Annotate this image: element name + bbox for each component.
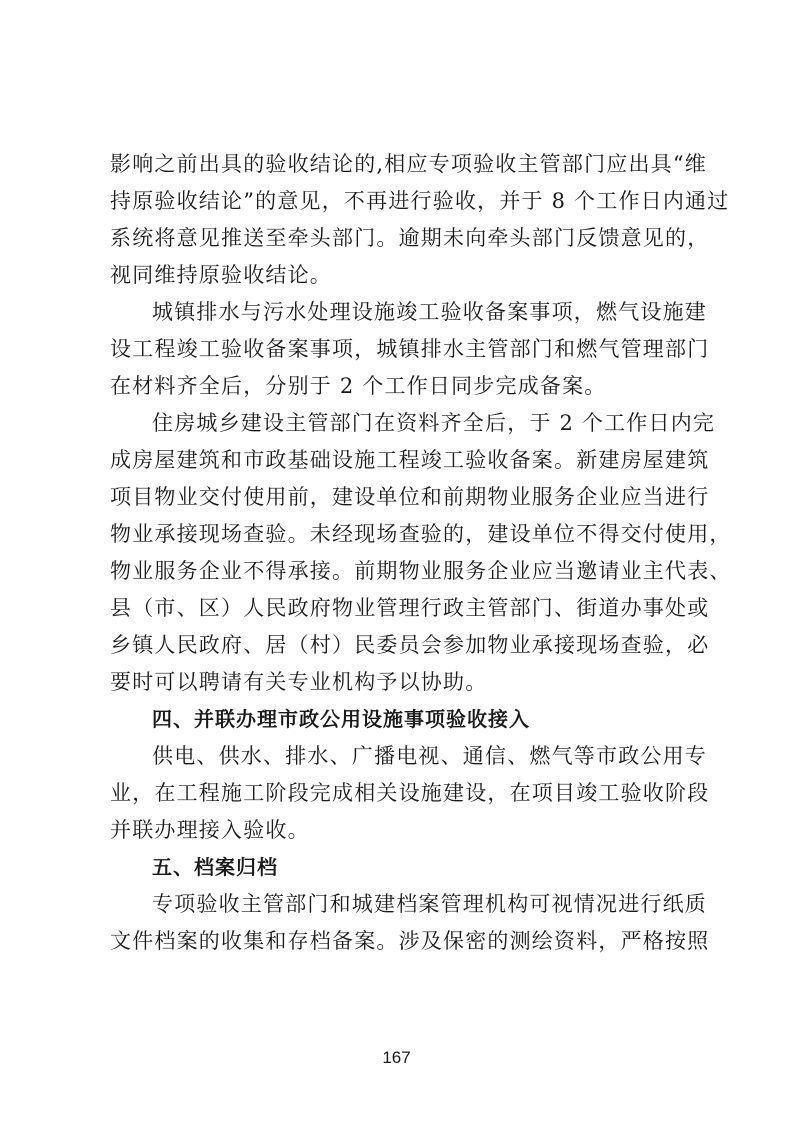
paragraph-utilities-acceptance <box>110 738 710 849</box>
page-number: 167 <box>382 1048 411 1067</box>
body-text <box>110 146 732 960</box>
paragraph-archiving <box>110 886 710 960</box>
paragraph-validation-conclusion <box>110 146 730 294</box>
text-line: 持原验收结论”的意见，不再进行验收，并于 8 个工作日内通过 <box>110 189 730 213</box>
text-line: 文件档案的收集和存档备案。涉及保密的测绘资料，严格按照 <box>110 929 710 953</box>
paragraph-drainage-gas-filing <box>110 294 710 405</box>
paragraph-housing-filing <box>110 405 732 701</box>
text-line: 项目物业交付使用前，建设单位和前期物业服务企业应当进行 <box>110 485 710 509</box>
text-line: 住房城乡建设主管部门在资料齐全后，于 2 个工作日内完 <box>152 411 716 435</box>
text-line: 并联办理接入验收。 <box>110 818 310 842</box>
text-line: 县（市、区）人民政府物业管理行政主管部门、街道办事处或 <box>110 596 710 620</box>
text-line: 设工程竣工验收备案事项，城镇排水主管部门和燃气管理部门 <box>110 337 710 361</box>
text-line: 视同维持原验收结论。 <box>110 263 332 287</box>
section-heading-utilities: 四、并联办理市政公用设施事项验收接入 <box>152 707 530 731</box>
text-line: 影响之前出具的验收结论的,相应专项验收主管部门应出具“维 <box>110 152 708 176</box>
text-line: 要时可以聘请有关专业机构予以协助。 <box>110 670 488 694</box>
text-line: 专项验收主管部门和城建档案管理机构可视情况进行纸质 <box>152 892 707 916</box>
text-line: 乡镇人民政府、居（村）民委员会参加物业承接现场查验，必 <box>110 633 710 657</box>
text-line: 供电、供水、排水、广播电视、通信、燃气等市政公用专 <box>152 744 707 768</box>
text-line: 物业服务企业不得承接。前期物业服务企业应当邀请业主代表、 <box>110 559 732 583</box>
section-heading-archiving: 五、档案归档 <box>152 855 278 879</box>
text-line: 城镇排水与污水处理设施竣工验收备案事项，燃气设施建 <box>152 300 707 324</box>
text-line: 在材料齐全后，分别于 2 个工作日同步完成备案。 <box>110 374 607 398</box>
text-line: 业，在工程施工阶段完成相关设施建设，在项目竣工验收阶段 <box>110 781 710 805</box>
text-line: 物业承接现场查验。未经现场查验的，建设单位不得交付使用， <box>110 522 732 546</box>
text-line: 成房屋建筑和市政基础设施工程竣工验收备案。新建房屋建筑 <box>110 448 710 472</box>
text-line: 系统将意见推送至牵头部门。逾期未向牵头部门反馈意见的， <box>110 226 710 250</box>
